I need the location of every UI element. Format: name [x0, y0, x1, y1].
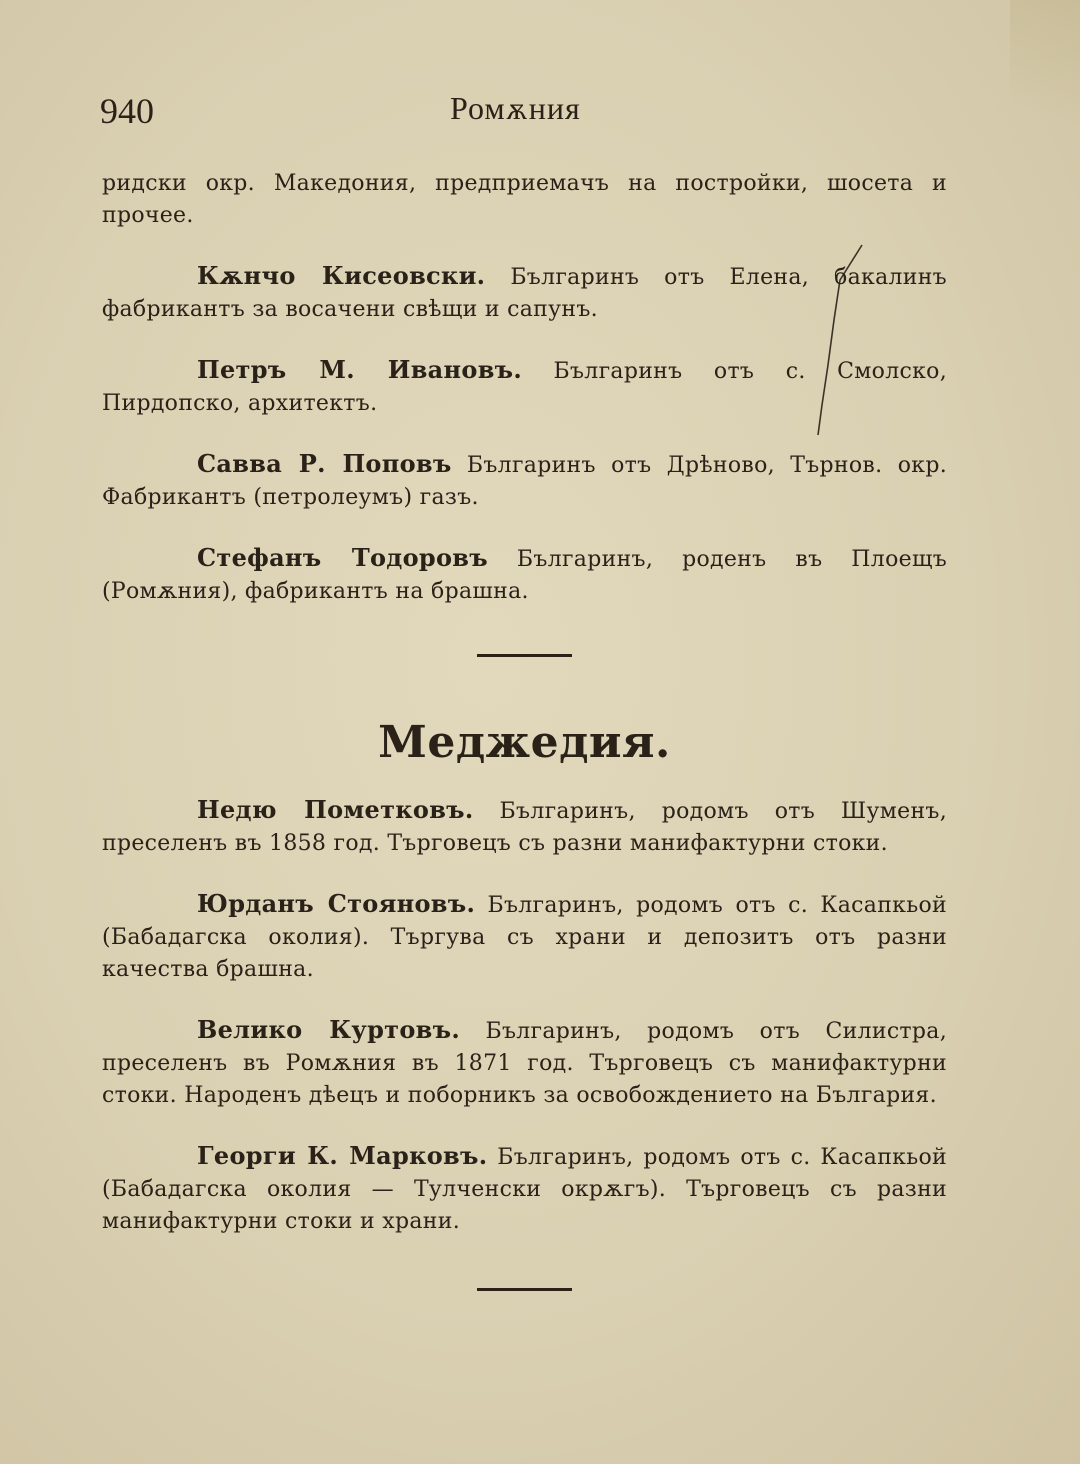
entry-yurdan-stoyanov [102, 888, 947, 986]
entry-text: Българинъ отъ с. Смолско, Пирдопско, архитектъ. [102, 359, 947, 416]
entry-name: Стефанъ Тодоровъ [197, 543, 488, 572]
entry-petr-ivanov [102, 354, 947, 420]
end-divider [477, 1288, 572, 1291]
entry-veliko-kurtov [102, 1014, 947, 1112]
entry-text: Българинъ, роденъ въ Плоещъ (Ромѫния), фабрикантъ на брашна. [102, 547, 947, 604]
entry-kancho-kiseovski [102, 260, 947, 326]
entry-text: Българинъ, родомъ отъ с. Касапкьой (Бабадагска околия — Тулченски окрѫгъ). Търговецъ съ разни манифактурни стоки и храни. [102, 1145, 947, 1234]
entry-text: Българинъ, родомъ отъ Силистра, преселенъ въ Ромѫния въ 1871 год. Търговецъ съ манифактурни стоки. Народенъ дѣецъ и поборникъ за освобождението на България. [102, 1019, 947, 1108]
page-header [100, 90, 950, 130]
entry-name: Петръ М. Ивановъ. [197, 355, 523, 384]
page-content [102, 168, 947, 1291]
entry-name: Георги К. Марковъ. [197, 1141, 488, 1170]
entry-text: Българинъ, родомъ отъ Шуменъ, преселенъ въ 1858 год. Търговецъ съ разни манифактурни стоки. [102, 799, 947, 856]
entry-name: Юрданъ Стояновъ. [197, 889, 476, 918]
entry-text: Българинъ, родомъ отъ с. Касапкьой (Бабадагска околия). Търгува съ храни и депозитъ отъ разни качества брашна. [102, 893, 948, 982]
running-title: Ромѫния [450, 90, 581, 126]
page-number: 940 [100, 91, 154, 131]
entry-stefan-todorov [102, 542, 947, 608]
entry-name: Недю Пометковъ. [197, 795, 474, 824]
section-divider [477, 654, 572, 657]
entry-georgi-markov [102, 1140, 947, 1238]
entry-name: Велико Куртовъ. [197, 1015, 460, 1044]
page-fold-shadow [1010, 0, 1080, 160]
entry-name: Кѫнчо Кисеовски. [197, 261, 486, 290]
entry-name: Савва Р. Поповъ [197, 449, 452, 478]
continued-paragraph: ридски окр. Македония, предприемачъ на постройки, шосета и прочее. [102, 171, 947, 228]
entry-text: Българинъ отъ Елена, бакалинъ фабрикантъ за восачени свѣщи и сапунъ. [102, 265, 947, 322]
entry-savva-popov [102, 448, 947, 514]
entry-nedyu-pometkov [102, 794, 947, 860]
entry-text: Българинъ отъ Дрѣново, Търнов. окр. Фабрикантъ (петролеумъ) газъ. [102, 453, 948, 510]
section-title: Меджедия. [378, 717, 671, 768]
